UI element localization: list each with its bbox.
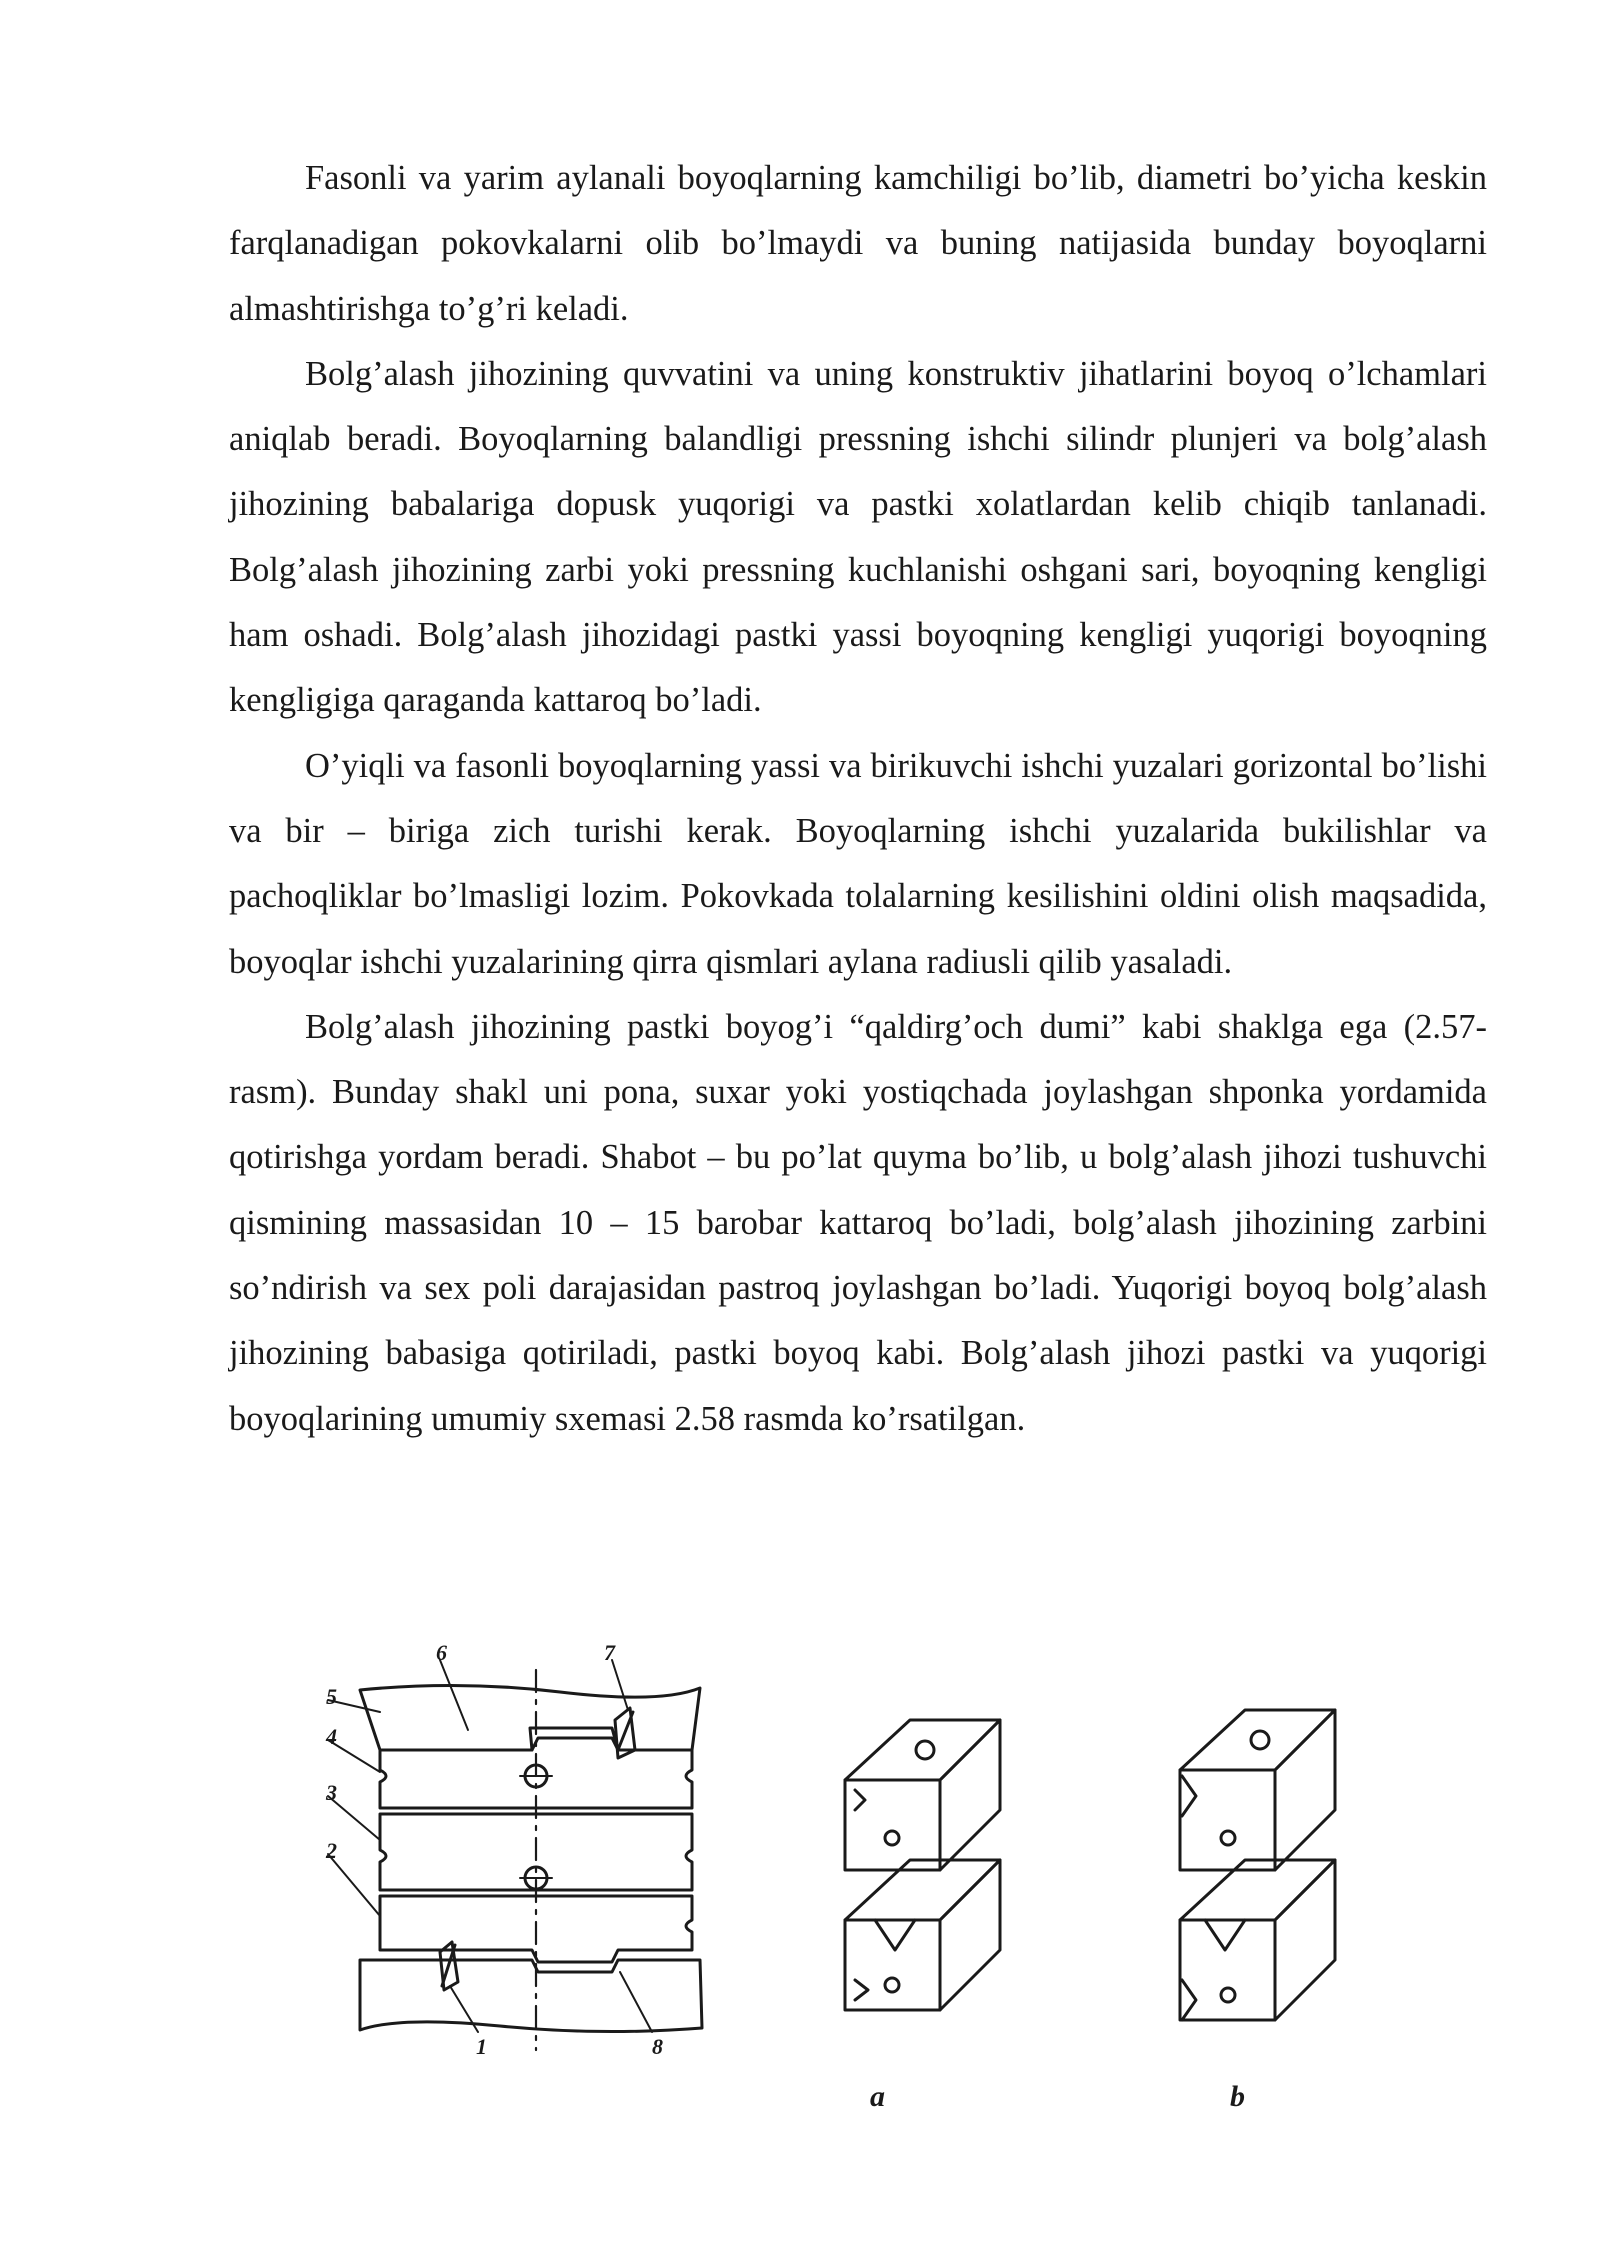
callout-7: 7 [604, 1640, 615, 1665]
callout-5: 5 [326, 1684, 337, 1709]
callout-6: 6 [436, 1640, 447, 1665]
paragraph-1: Fasonli va yarim aylanali boyoqlarning kamchiligi bo’lib, diametri bo’yicha keskin farqlanadigan pokovkalarni olib bo’lmaydi va buning natijasida bunday boyoqlarni almashtirishga to’g’ri keladi. [229, 159, 1487, 328]
callout-3: 3 [326, 1780, 337, 1805]
caption-b: b [1230, 2080, 1245, 2113]
callout-1: 1 [476, 2034, 487, 2059]
die-figure [300, 1600, 1500, 2140]
body-text [229, 146, 1487, 1452]
paragraph-4: Bolg’alash jihozining pastki boyog’i “qaldirg’och dumi” kabi shaklga ega (2.57-rasm). Bunday shakl uni pona, suxar yoki yostiqchada joylashgan shponka yordamida qotirishga yordam beradi. Shabot – bu po’lat quyma bo’lib, u bolg’alash jihozi tushuvchi qismining massasidan 10 – 15 barobar kattaroq bo’ladi, bolg’alash jihozining zarbini so’ndirish va sex poli darajasidan pastroq joylashgan bo’ladi. Yuqorigi boyoq bolg’alash jihozining babasiga qotiriladi, pastki boyoq kabi. Bolg’alash jihozi pastki va yuqorigi boyoqlarining umumiy sxemasi 2.58 rasmda ko’rsatilgan. [229, 1007, 1487, 1438]
callout-4: 4 [326, 1724, 337, 1749]
paragraph-2: Bolg’alash jihozining quvvatini va uning konstruktiv jihatlarini boyoq o’lchamlari aniqlab beradi. Boyoqlarning balandligi pressning ishchi silindr plunjeri va bolg’alash jihozining babalariga dopusk yuqorigi va pastki xolatlardan kelib chiqib tanlanadi. Bolg’alash jihozining zarbi yoki pressning kuchlanishi oshgani sari, boyoqning kengligi ham oshadi. Bolg’alash jihozidagi pastki yassi boyoqning kengligi yuqorigi boyoqning kengligiga qaraganda kattaroq bo’ladi. [229, 354, 1487, 720]
paragraph-3: O’yiqli va fasonli boyoqlarning yassi va birikuvchi ishchi yuzalari gorizontal bo’lishi va bir – biriga zich turishi kerak. Boyoqlarning ishchi yuzalarida bukilishlar va pachoqliklar bo’lmasligi lozim. Pokovkada tolalarning kesilishini oldini olish maqsadida, boyoqlar ishchi yuzalarining qirra qismlari aylana radiusli qilib yasaladi. [229, 746, 1487, 981]
callout-8: 8 [652, 2034, 663, 2059]
die-set-b-drawing [1180, 1710, 1335, 2020]
assembly-section-drawing [328, 1660, 702, 2050]
caption-a: a [870, 2080, 885, 2113]
die-set-a-drawing [845, 1720, 1000, 2010]
callout-2: 2 [326, 1838, 337, 1863]
